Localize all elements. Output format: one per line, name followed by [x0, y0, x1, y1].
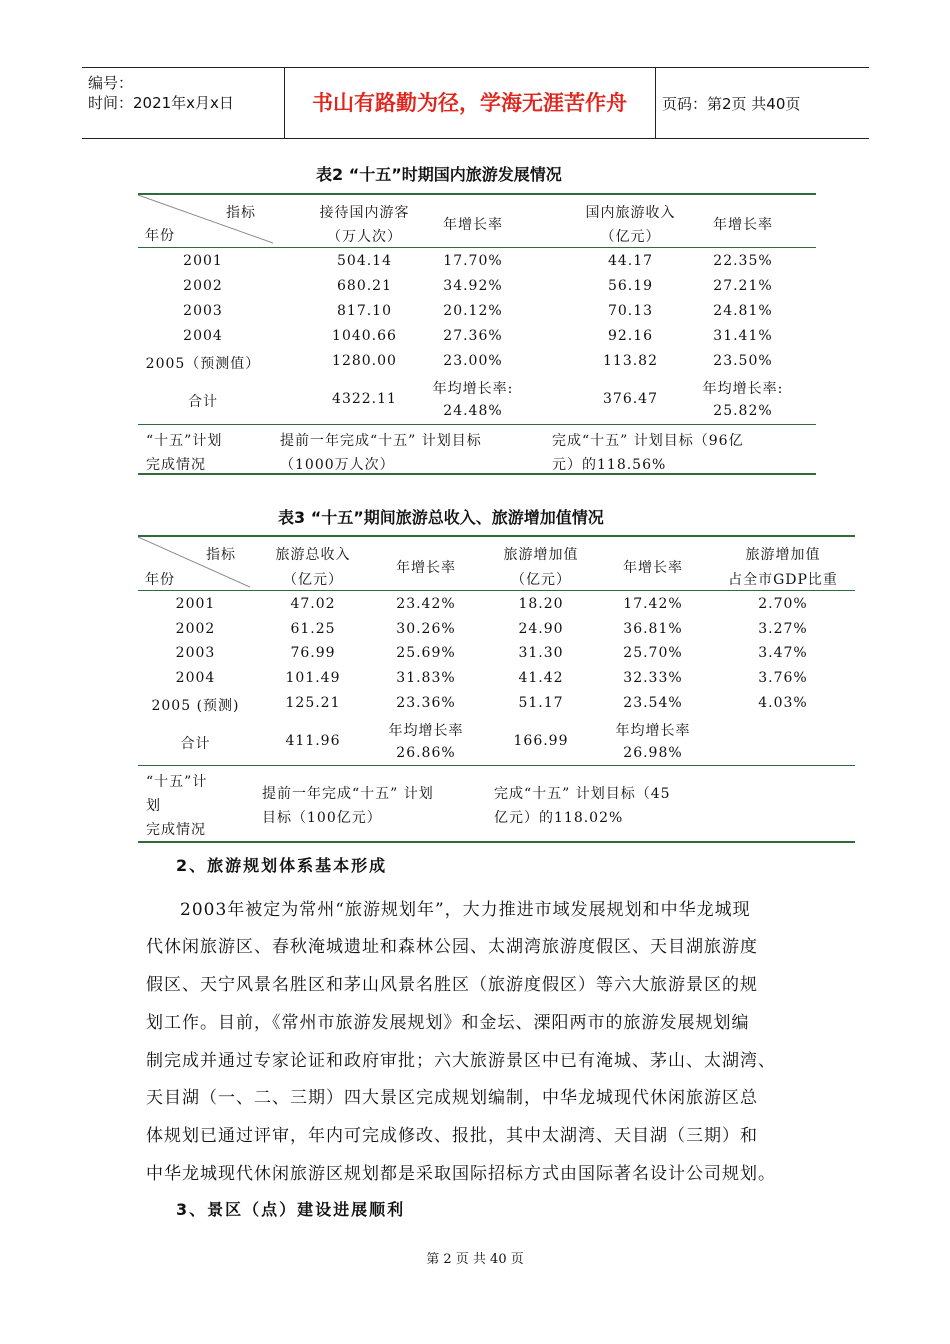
table3-header-growth1: 年增长率	[396, 560, 456, 576]
doc-date-label: 时间：2021年x月x日	[88, 94, 234, 112]
table3-header-total: 旅游总收入	[275, 547, 351, 563]
table3-caption: 表3 “十五”期间旅游总收入、旅游增加值情况	[278, 508, 604, 527]
table3-header-added-unit: （亿元）	[511, 572, 571, 588]
table2: 指标 年份 接待国内游客 （万人次） 年增长率 国内旅游收入 （亿元） 年增长率 2001 504.14 17.70% 44.17 22.35% 2002 680.21 34.92% 56.19 27.21% 2003 817.10 20.12% 70.13 24.81% 2004 1040.66 27.36% 92.16 31.41% 2005（预测值） 1280.00 23.00% 113.82 23.50% 合计 4322.11 年均增长率: 24.48% 376.47 年均增长率: 25.82% “十五”计划 完成情况 提前一年完成“十五” 计划目标 （1000万人次） 完成“十五” 计划目标（96亿 元）的118.56%	[138, 193, 816, 475]
table3-header-growth2: 年增长率	[623, 560, 683, 576]
header-motto: 书山有路勤为径，学海无涯苦作舟	[284, 68, 656, 138]
section3-heading: 3、景区（点）建设进展顺利	[176, 1200, 406, 1219]
table2-header-visitors: 接待国内游客	[319, 205, 410, 221]
table3: 指标 年份 旅游总收入 （亿元） 年增长率 旅游增加值 （亿元） 年增长率 旅游增加值 占全市GDP比重 2001 47.02 23.42% 18.20 17.42% 2.70% 2002 61.25 30.26% 24.90 36.81% 3.27% 2003 76.99 25.69% 31.30 25.70% 3.47% 2004 101.49 31.83% 41.42 32.33% 3.76% 2005 (预测) 125.21 23.36% 51.17 23.54% 4.03% 合计 411.96 年均增长率 26.86% 166.99 年均增长率 26.98% “十五”计 划 完成情况 提前一年完成“十五” 计划 目标（100亿元） 完成“十五” 计划目标（45 亿元）的118.02%	[138, 535, 855, 843]
table3-header-added: 旅游增加值	[503, 547, 579, 563]
table3-header-total-unit: （亿元）	[283, 572, 343, 588]
table2-header-revenue-unit: （亿元）	[600, 229, 661, 245]
table3-header-gdp: 旅游增加值	[745, 547, 821, 563]
page-footer: 第 2 页 共 40 页	[426, 1252, 524, 1267]
header-page-label: 页码：第2页 共40页	[662, 95, 801, 113]
header-meta	[82, 68, 285, 138]
table2-header-growth1: 年增长率	[443, 217, 503, 233]
table2-header-revenue: 国内旅游收入	[585, 205, 676, 221]
table2-corner-bottom: 年份	[145, 228, 175, 244]
section2-heading: 2、旅游规划体系基本形成	[176, 856, 388, 875]
table3-corner-top: 指标	[206, 547, 236, 563]
table3-header-gdp-share: 占全市GDP比重	[728, 572, 838, 588]
doc-number-label: 编号：	[88, 74, 134, 92]
table2-caption: 表2 “十五”时期国内旅游发展情况	[316, 165, 562, 184]
table2-header-visitors-unit: （万人次）	[327, 229, 402, 245]
table2-corner-top: 指标	[226, 205, 256, 221]
table3-corner-bottom: 年份	[145, 572, 175, 588]
table2-header-growth2: 年增长率	[713, 217, 773, 233]
page-header	[82, 67, 869, 139]
